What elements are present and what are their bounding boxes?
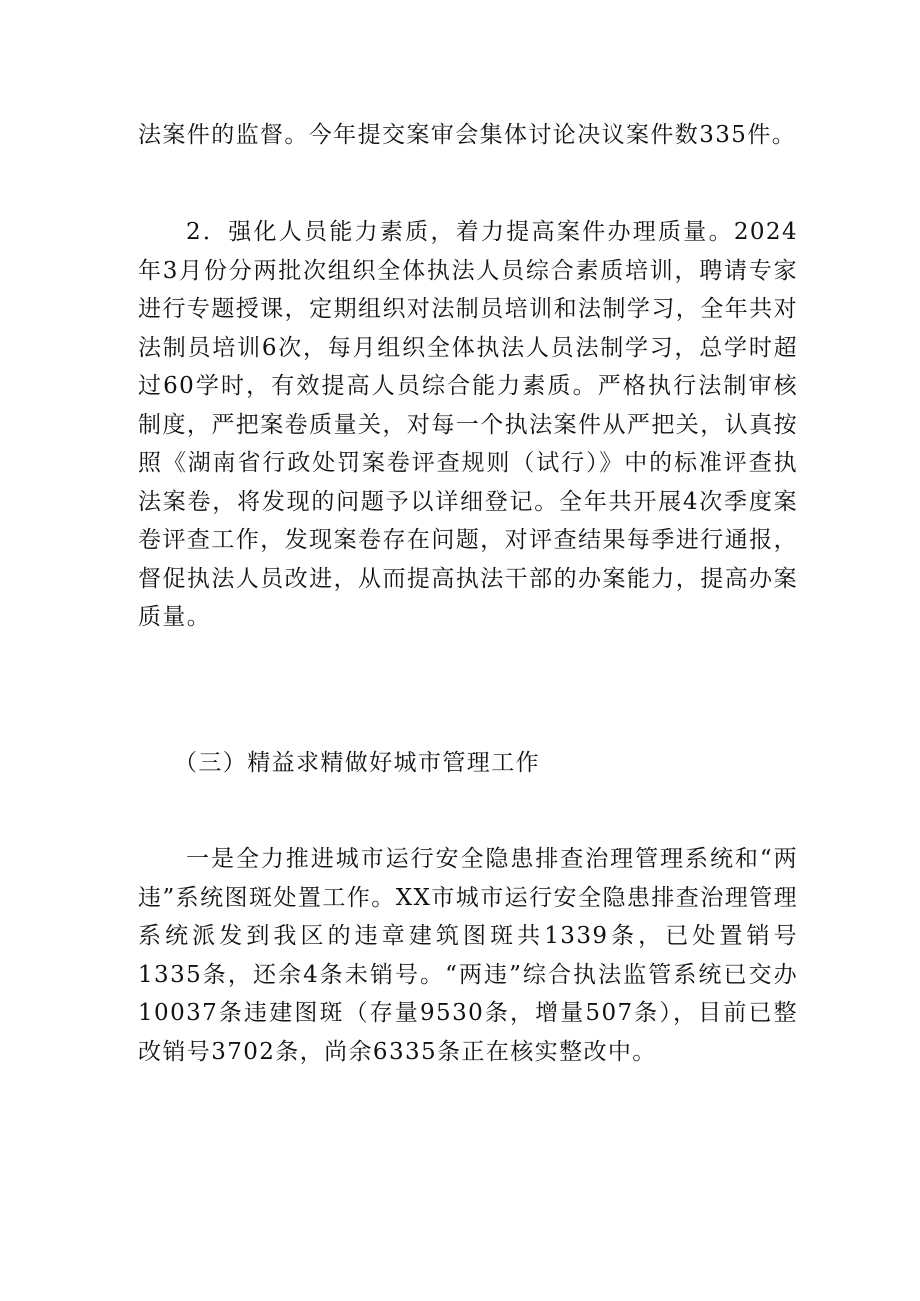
paragraph-case-supervision: 法案件的监督。今年提交案审会集体讨论决议案件数335件。 [138, 122, 797, 148]
section-heading: （三）精益求精做好城市管理工作 [174, 750, 540, 776]
paragraph-personnel-training: 2．强化人员能力素质，着力提高案件办理质量。2024年3月份分两批次组织全体执法人员综合素质培训，聘请专家进行专题授课，定期组织对法制员培训和法制学习，全年共对法制员培训6次，每月组织全体执法人员法制学习，总学时超过60学时，有效提高人员综合能力素质。严格执行法制审核制度，严把案卷质量关，对每一个执法案件从严把关，认真按照《湖南省行政处罚案卷评查规则（试行）》中的标准评查执法案卷，将发现的问题予以详细登记。全年共开展4次季度案卷评查工作，发现案卷存在问题，对评查结果每季进行通报，督促执法人员改进，从而提高执法干部的办案能力，提高办案质量。 [138, 219, 798, 630]
paragraph-city-management: 一是全力推进城市运行安全隐患排查治理管理系统和“两违”系统图斑处置工作。XX市城市运行安全隐患排查治理管理系统派发到我区的违章建筑图斑共1339条，已处置销号1335条，还余4条未销号。“两违”综合执法监管系统已交办10037条违建图斑（存量9530条，增量507条），目前已整改销号3702条，尚余6335条正在核实整改中。 [138, 846, 798, 1065]
